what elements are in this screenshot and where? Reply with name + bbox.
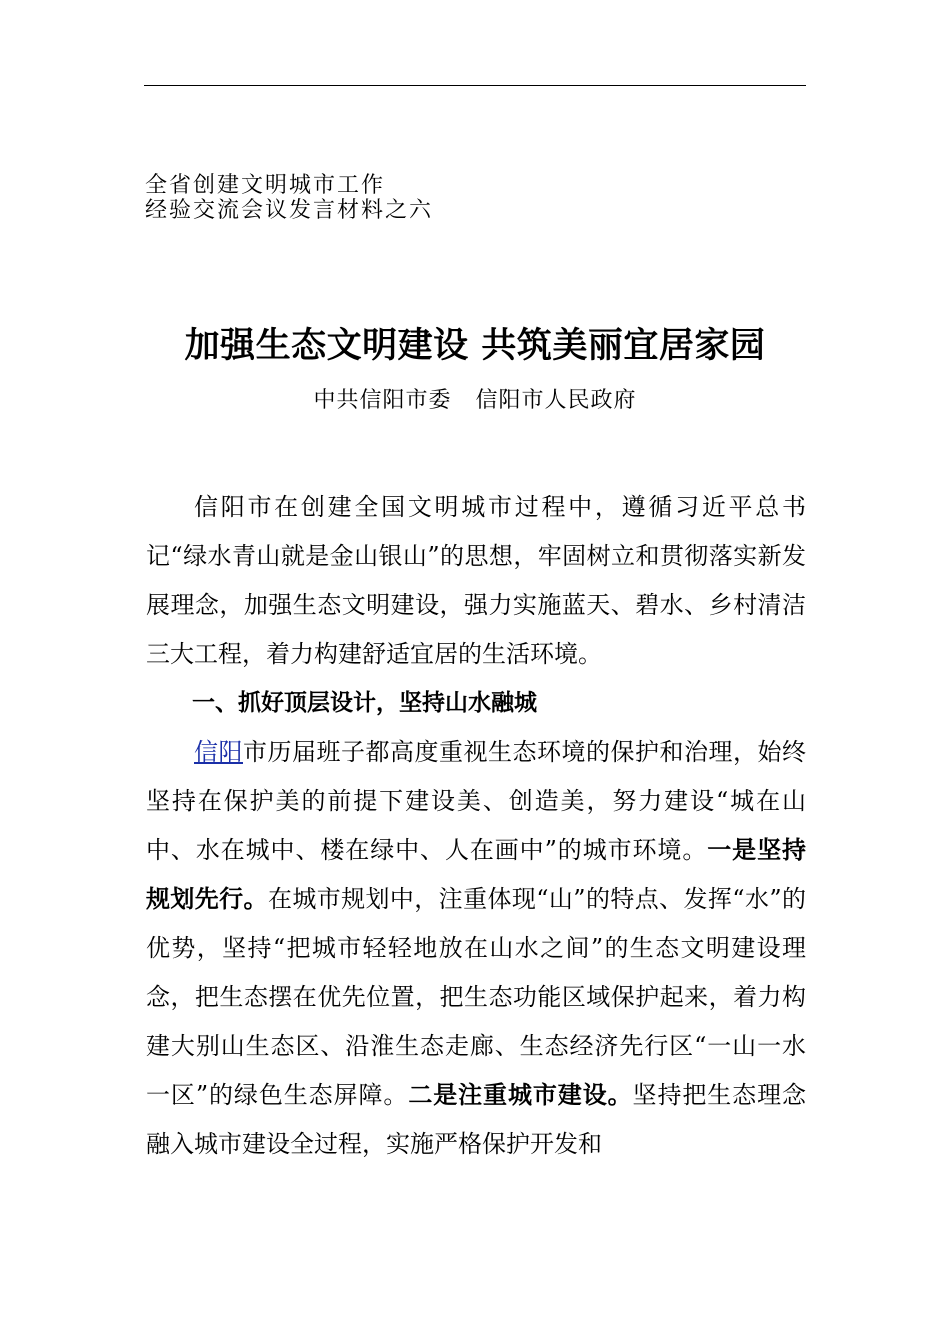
point-2-label: 二是注重城市建设。 xyxy=(408,1081,633,1109)
intro-paragraph: 信阳市在创建全国文明城市过程中，遵循习近平总书记“绿水青山就是金山银山”的思想，牢固树立和贯彻落实新发展理念，加强生态文明建设，强力实施蓝天、碧水、乡村清洁三大工程，着力构建舒适宜居的生活环境。 xyxy=(146,493,806,668)
document-author: 中共信阳市委 信阳市人民政府 xyxy=(313,388,637,413)
header-line-2: 经验交流会议发言材料之六 xyxy=(145,198,434,223)
point-1-label: 一是坚持规划先行。 xyxy=(146,836,806,913)
header-line-1: 全省创建文明城市工作 xyxy=(145,173,386,198)
header-rule xyxy=(144,85,806,86)
section-1-text-b: 在城市规划中，注重体现“山”的特点、发挥“水”的优势，坚持“把城市轻轻地放在山水之间”的生态文明建设理念，把生态摆在优先位置，把生态功能区域保护起来，着力构建大别山生态区、沿淮生态走廊、生态经济先行区“一山一水一区”的绿色生态屏障。 xyxy=(146,885,807,1109)
document-body xyxy=(146,483,806,1169)
section-1-paragraph xyxy=(146,728,806,1169)
xinyang-link[interactable]: 信阳 xyxy=(194,738,243,766)
document-header xyxy=(145,173,433,223)
document-title: 加强生态文明建设 共筑美丽宜居家园 xyxy=(184,325,766,366)
section-1-text-a: 市历届班子都高度重视生态环境的保护和治理，始终坚持在保护美的前提下建设美、创造美，努力建设“城在山中、水在城中、楼在绿中、人在画中”的城市环境。 xyxy=(146,738,806,864)
section-heading-1: 一、抓好顶层设计，坚持山水融城 xyxy=(192,690,537,716)
section-1-text-c: 坚持把生态理念融入城市建设全过程，实施严格保护开发和 xyxy=(146,1081,807,1158)
